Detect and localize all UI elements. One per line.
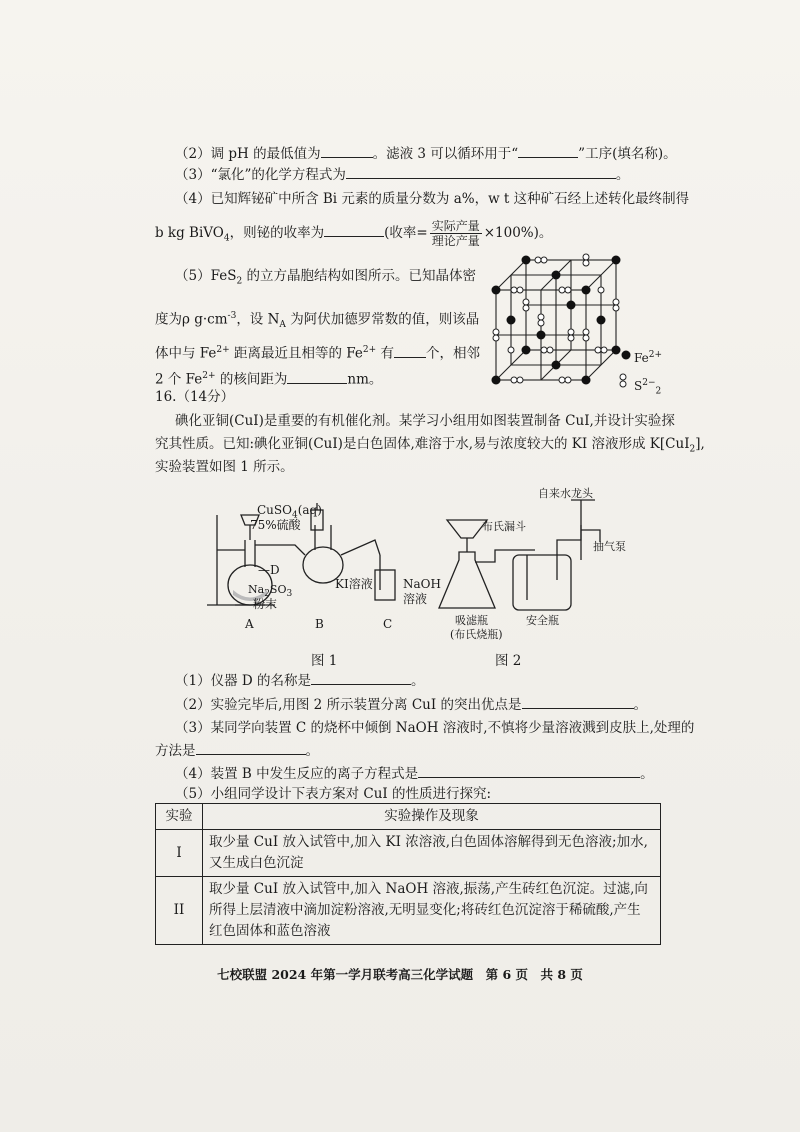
label-buchner-funnel: 布氏漏斗	[482, 520, 526, 533]
label-filter-flask: 吸滤瓶	[455, 614, 488, 627]
text: （4）装置 B 中发生反应的离子方程式是	[175, 766, 419, 782]
subscript: 2	[655, 386, 662, 397]
answer-blank[interactable]	[321, 143, 373, 158]
label-naoh-2: 溶液	[403, 592, 428, 606]
text: 。	[305, 743, 319, 759]
label-a: A	[245, 617, 254, 631]
q15-part5-line2	[155, 306, 479, 335]
text: 。	[633, 697, 647, 713]
q15-part4-text: （4）已知辉铋矿中所含 Bi 元素的质量分数为 a%，w t 这种矿石经上述转化最终制得	[175, 191, 690, 207]
q16-sub3-b	[155, 740, 319, 761]
answer-blank[interactable]	[287, 369, 347, 384]
label-pump: 抽气泵	[593, 540, 626, 553]
subscript: 2	[236, 276, 243, 287]
fe-legend-dot	[622, 351, 631, 360]
legend-s2	[634, 373, 661, 401]
text: 距离最近且相等的 Fe	[229, 345, 363, 362]
answer-blank[interactable]	[196, 740, 306, 755]
label-b: B	[315, 617, 324, 631]
answer-blank[interactable]	[518, 143, 578, 158]
experiment-table	[155, 803, 661, 945]
text: 有	[376, 345, 394, 362]
q16-heading: 16.（14分）	[155, 389, 235, 405]
answer-blank[interactable]	[418, 763, 640, 778]
text: 方法是	[155, 743, 196, 759]
text: S	[634, 379, 643, 393]
text: 体中与 Fe	[155, 345, 217, 362]
text: 。	[411, 673, 425, 689]
label-instrument-d: —D	[258, 563, 280, 577]
answer-blank[interactable]	[311, 670, 411, 685]
q15-part3-end: 。	[615, 167, 630, 183]
subscript: 3	[286, 589, 293, 600]
q15-part2-text-b: 。滤液 3 可以循环用于“	[372, 146, 519, 162]
subscript: 2	[264, 589, 270, 600]
text: 度为ρ g·cm	[155, 311, 228, 328]
figure2-caption: 图 2	[495, 653, 522, 669]
text: ],	[695, 436, 705, 452]
table-cell-id: II	[156, 877, 203, 945]
q15-part4-product: b kg BiVO	[155, 225, 224, 241]
q16-intro-2	[155, 434, 705, 460]
q16-sub3: （3）某同学向装置 C 的烧杯中倾倒 NaOH 溶液时,不慎将少量溶液溅到皮肤上,处理的	[175, 720, 695, 736]
q15-part2-text-c: ”工序(填名称)。	[578, 146, 677, 162]
text: 。	[640, 766, 654, 782]
table-cell-text: 取少量 CuI 放入试管中,加入 NaOH 溶液,振荡,产生砖红色沉淀。过滤,向所得上层清液中滴加淀粉溶液,无明显变化;将砖红色沉淀溶于稀硫酸,产生红色固体和蓝色溶液	[203, 877, 661, 945]
superscript: 2+	[216, 345, 230, 355]
q15-part4-line1	[175, 189, 689, 209]
q15-part4-line2	[155, 219, 552, 249]
superscript: 2+	[362, 345, 377, 355]
table-row	[156, 830, 661, 877]
q15-part3	[175, 164, 629, 185]
q16-intro-1: 碘化亚铜(CuI)是重要的有机催化剂。某学习小组用如图装置制备 CuI,并设计实验探	[175, 413, 675, 429]
q16-sub1	[175, 670, 425, 691]
superscript: 2−	[642, 378, 656, 388]
fraction-numerator: 实际产量	[431, 219, 480, 233]
text: 2 个 Fe	[155, 371, 203, 388]
subscript: 4	[223, 233, 230, 244]
superscript: 2+	[202, 371, 216, 381]
q15-part2-text: （2）调 pH 的最低值为	[175, 146, 321, 162]
label-ki-solution: KI溶液	[335, 577, 373, 591]
q15-part4-text-e: ×100%)。	[483, 225, 553, 241]
table-cell-text: 取少量 CuI 放入试管中,加入 KI 浓溶液,白色固体溶解得到无色溶液;加水,又生成白色沉淀	[203, 830, 661, 877]
text: SO	[269, 583, 287, 596]
text: Fe	[634, 351, 649, 365]
q15-part5-line4	[155, 366, 382, 390]
text: 个，相邻	[425, 345, 480, 362]
label-powder: 粉末	[253, 597, 278, 611]
text: ，设 N	[236, 311, 280, 328]
table-header: 实验操作及现象	[203, 804, 661, 830]
label-sulfuric-acid: 75%硫酸	[250, 518, 301, 532]
yield-fraction	[430, 219, 482, 248]
answer-blank[interactable]	[324, 222, 384, 237]
answer-blank[interactable]	[394, 343, 426, 358]
subscript: A	[279, 320, 286, 331]
text: (aq)	[297, 503, 322, 517]
text: Na	[248, 583, 265, 596]
q15-part3-text: （3）“氯化”的化学方程式为	[175, 167, 346, 183]
label-safety-bottle: 安全瓶	[526, 614, 559, 627]
superscript: -3	[227, 311, 237, 321]
q15-part5-line1	[175, 266, 476, 292]
table-row	[156, 877, 661, 945]
figure1-caption: 图 1	[311, 653, 338, 669]
table-header: 实验	[156, 804, 203, 830]
q16-sub5: （5）小组同学设计下表方案对 CuI 的性质进行探究:	[175, 786, 492, 802]
page-footer: 七校联盟 2024 年第一学月联考高三化学试题 第 6 页 共 8 页	[217, 967, 583, 982]
q16-sub4	[175, 763, 654, 784]
q15-part4-text-c: ，则铋的收率为	[229, 225, 325, 241]
q15-part4-text-d: (收率=	[384, 225, 428, 241]
table-cell-id: I	[156, 830, 203, 877]
subscript: 4	[291, 510, 298, 521]
text: （2）实验完毕后,用图 2 所示装置分离 CuI 的突出优点是	[175, 697, 522, 713]
q16-sub2	[175, 694, 647, 715]
label-naoh-1: NaOH	[403, 577, 441, 591]
q15-part5-line3	[155, 340, 480, 364]
text: 为阿伏加德罗常数的值，则该晶	[285, 311, 480, 328]
text: CuSO	[257, 503, 292, 517]
label-filter-flask-2: (布氏烧瓶)	[450, 628, 503, 641]
q15-part2	[175, 143, 677, 164]
label-tap: 自来水龙头	[538, 487, 593, 500]
table-header-row	[156, 804, 661, 830]
text: 的核间距为	[215, 371, 288, 388]
q16-intro-3: 实验装置如图 1 所示。	[155, 459, 294, 475]
answer-blank[interactable]	[346, 164, 616, 179]
subscript: 2	[689, 444, 696, 455]
text: （1）仪器 D 的名称是	[175, 673, 311, 689]
text: 的立方晶胞结构如图所示。已知晶体密	[242, 268, 476, 284]
legend-fe	[634, 345, 662, 368]
text: （5）FeS	[175, 268, 237, 284]
fraction-denominator: 理论产量	[431, 234, 480, 248]
text: 究其性质。已知:碘化亚铜(CuI)是白色固体,难溶于水,易与浓度较大的 KI 溶液形成 K[CuI	[155, 436, 690, 452]
label-c: C	[383, 617, 393, 631]
text: nm。	[347, 371, 383, 388]
superscript: 2+	[648, 350, 663, 360]
answer-blank[interactable]	[522, 694, 634, 709]
